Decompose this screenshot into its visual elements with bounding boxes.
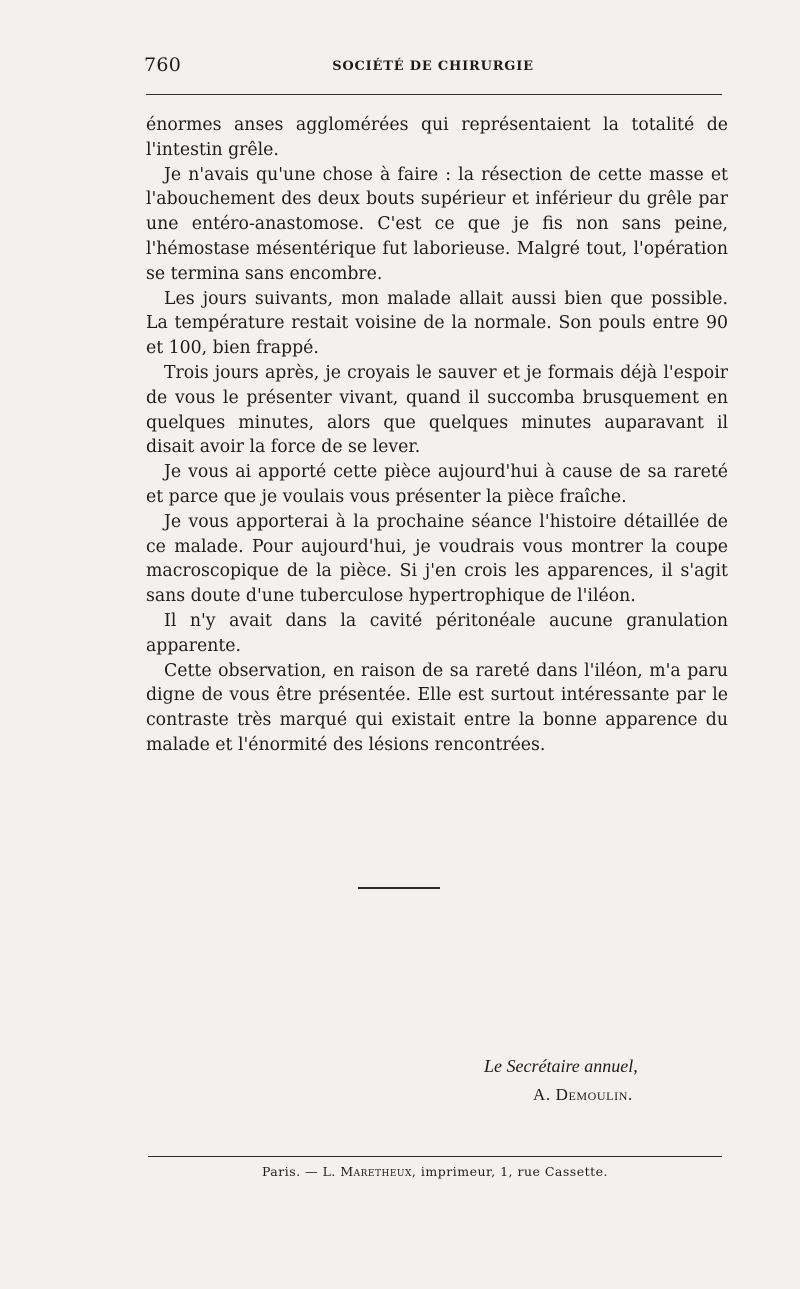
paragraph: Je n'avais qu'une chose à faire : la résection de cette masse et l'abouchement des deux bouts supérieur et inférieur du grêle par une entéro-anastomose. C'est ce que je fis non sans peine, l'hémostase mésentérique fut laborieuse. Malgré tout, l'opération se termina sans encombre. (146, 164, 728, 284)
page-number: 760 (144, 54, 182, 76)
imprint-printer-initial: L. (322, 1164, 336, 1179)
page-header (144, 54, 722, 84)
paragraph: énormes anses agglomérées qui représentaient la totalité de l'intestin grêle. (146, 115, 728, 160)
paragraph: Les jours suivants, mon malade allait aussi bien que possible. La température restait voisine de la normale. Son pouls entre 90 et 100, bien frappé. (146, 288, 728, 359)
paragraph: Cette observation, en raison de sa rareté dans l'iléon, m'a paru digne de vous être présentée. Elle est surtout intéressante par le contraste très marqué qui existait entre la bonne apparence du malade et l'énormité des lésions rencontrées. (146, 660, 728, 755)
paragraph: Je vous ai apporté cette pièce aujourd'hui à cause de sa rareté et parce que je voulais vous présenter la pièce fraîche. (146, 462, 728, 507)
imprint-city: Paris. (261, 1164, 301, 1179)
imprint-printer-name: Maretheux, (340, 1164, 417, 1179)
section-end-rule (358, 887, 440, 889)
imprint-dash: — (305, 1164, 319, 1179)
paragraph: Il n'y avait dans la cavité péritonéale aucune granulation apparente. (146, 610, 728, 656)
paragraph: Je vous apporterai à la prochaine séance l'histoire détaillée de ce malade. Pour aujourd'hui, je voudrais vous montrer la coupe macroscopique de la pièce. Si j'en crois les apparences, il s'agit sans doute d'une tuberculose hypertrophique de l'iléon. (146, 511, 728, 607)
header-rule (146, 94, 722, 95)
signature-name: A. Demoulin. (533, 1085, 633, 1104)
body-text (146, 113, 728, 758)
printer-imprint (148, 1164, 722, 1179)
footer-rule (148, 1156, 722, 1157)
running-title: SOCIÉTÉ DE CHIRURGIE (332, 59, 534, 74)
imprint-address: imprimeur, 1, rue Cassette. (420, 1164, 609, 1179)
signature-title: Le Secrétaire annuel, (484, 1056, 638, 1076)
paragraph: Trois jours après, je croyais le sauver et je formais déjà l'espoir de vous le présenter vivant, quand il succomba brusquement en quelques minutes, alors que quelques minutes auparavant il disait avoir la force de se lever. (146, 362, 728, 458)
